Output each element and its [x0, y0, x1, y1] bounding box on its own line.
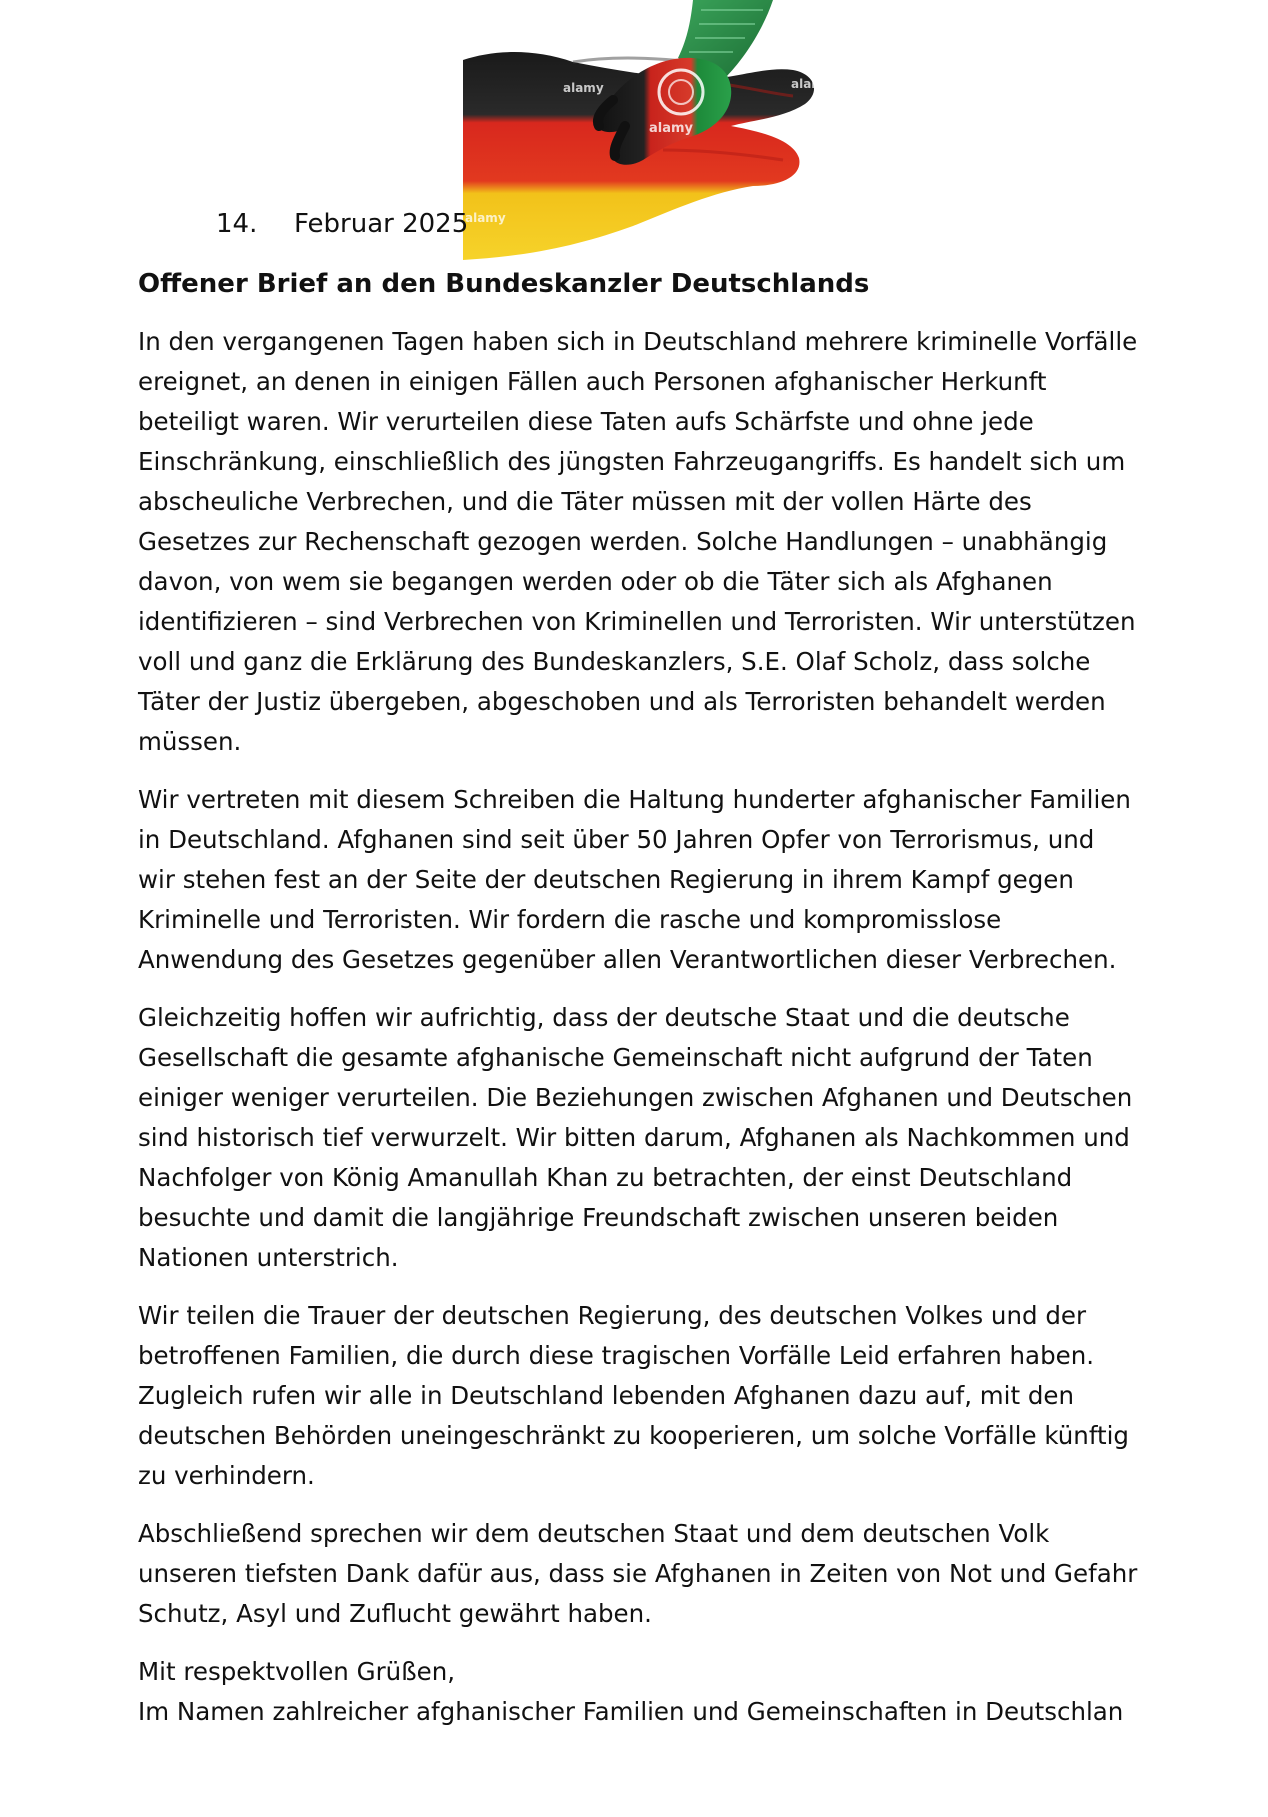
watermark-4: alamy [465, 211, 506, 225]
text-line: Schutz, Asyl und Zuflucht gewährt haben. [138, 1599, 652, 1628]
paragraph [138, 1296, 1138, 1496]
paragraph [138, 1652, 1138, 1732]
text-line: einiger weniger verurteilen. Die Beziehungen zwischen Afghanen und Deutschen [138, 1083, 1133, 1112]
paragraph [138, 1514, 1138, 1634]
text-line: Täter der Justiz übergeben, abgeschoben und als Terroristen behandelt werden [138, 687, 1106, 716]
text-line: unseren tiefsten Dank dafür aus, dass sie Afghanen in Zeiten von Not und Gefahr [138, 1559, 1138, 1588]
text-line: In den vergangenen Tagen haben sich in Deutschland mehrere kriminelle Vorfälle [138, 327, 1138, 356]
text-line: Kriminelle und Terroristen. Wir fordern die rasche und kompromisslose [138, 905, 1002, 934]
text-line: Zugleich rufen wir alle in Deutschland lebenden Afghanen dazu auf, mit den [138, 1381, 1074, 1410]
text-line: sind historisch tief verwurzelt. Wir bitten darum, Afghanen als Nachkommen und [138, 1123, 1130, 1152]
text-line: Wir vertreten mit diesem Schreiben die Haltung hunderter afghanischer Familien [138, 785, 1131, 814]
paragraph [138, 998, 1138, 1278]
letter-date [216, 204, 468, 244]
text-line: Nationen unterstrich. [138, 1243, 399, 1272]
watermark-2: alamy [649, 121, 694, 136]
text-line: Gesellschaft die gesamte afghanische Gemeinschaft nicht aufgrund der Taten [138, 1043, 1093, 1072]
text-line: Nachfolger von König Amanullah Khan zu betrachten, der einst Deutschland [138, 1163, 1073, 1192]
text-line: Im Namen zahlreicher afghanischer Familien und Gemeinschaften in Deutschlan [138, 1697, 1124, 1726]
text-line: müssen. [138, 727, 242, 756]
text-line: abscheuliche Verbrechen, und die Täter müssen mit der vollen Härte des [138, 487, 1032, 516]
text-line: Einschränkung, einschließlich des jüngsten Fahrzeugangriffs. Es handelt sich um [138, 447, 1126, 476]
letter-body [138, 322, 1138, 1750]
text-line: wir stehen fest an der Seite der deutschen Regierung in ihrem Kampf gegen [138, 865, 1074, 894]
paragraph [138, 780, 1138, 980]
text-line: betroffenen Familien, die durch diese tragischen Vorfälle Leid erfahren haben. [138, 1341, 1095, 1370]
text-line: Gesetzes zur Rechenschaft gezogen werden. Solche Handlungen – unabhängig [138, 527, 1108, 556]
text-line: voll und ganz die Erklärung des Bundeskanzlers, S.E. Olaf Scholz, dass solche [138, 647, 1091, 676]
flag-hands-illustration [463, 0, 871, 260]
text-line: identifizieren – sind Verbrechen von Kriminellen und Terroristen. Wir unterstützen [138, 607, 1136, 636]
watermark-3: alamy [791, 77, 832, 91]
text-line: davon, von wem sie begangen werden oder ob die Täter sich als Afghanen [138, 567, 1053, 596]
text-line: beteiligt waren. Wir verurteilen diese Taten aufs Schärfste und ohne jede [138, 407, 1034, 436]
text-line: zu verhindern. [138, 1461, 315, 1490]
date-month-year: Februar 2025 [294, 209, 469, 239]
letter-title: Offener Brief an den Bundeskanzler Deutschlands [138, 269, 870, 299]
text-line: Anwendung des Gesetzes gegenüber allen Verantwortlichen dieser Verbrechen. [138, 945, 1117, 974]
text-line: besuchte und damit die langjährige Freundschaft zwischen unseren beiden [138, 1203, 1059, 1232]
date-day: 14. [216, 209, 258, 239]
text-line: Wir teilen die Trauer der deutschen Regierung, des deutschen Volkes und der [138, 1301, 1087, 1330]
text-line: Abschließend sprechen wir dem deutschen Staat und dem deutschen Volk [138, 1519, 1050, 1548]
paragraph [138, 322, 1138, 762]
text-line: Gleichzeitig hoffen wir aufrichtig, dass der deutsche Staat und die deutsche [138, 1003, 1070, 1032]
text-line: in Deutschland. Afghanen sind seit über 50 Jahren Opfer von Terrorismus, und [138, 825, 1095, 854]
text-line: ereignet, an denen in einigen Fällen auch Personen afghanischer Herkunft [138, 367, 1047, 396]
text-line: Mit respektvollen Grüßen, [138, 1657, 456, 1686]
text-line: deutschen Behörden uneingeschränkt zu kooperieren, um solche Vorfälle künftig [138, 1421, 1129, 1450]
watermark-1: alamy [563, 81, 604, 95]
